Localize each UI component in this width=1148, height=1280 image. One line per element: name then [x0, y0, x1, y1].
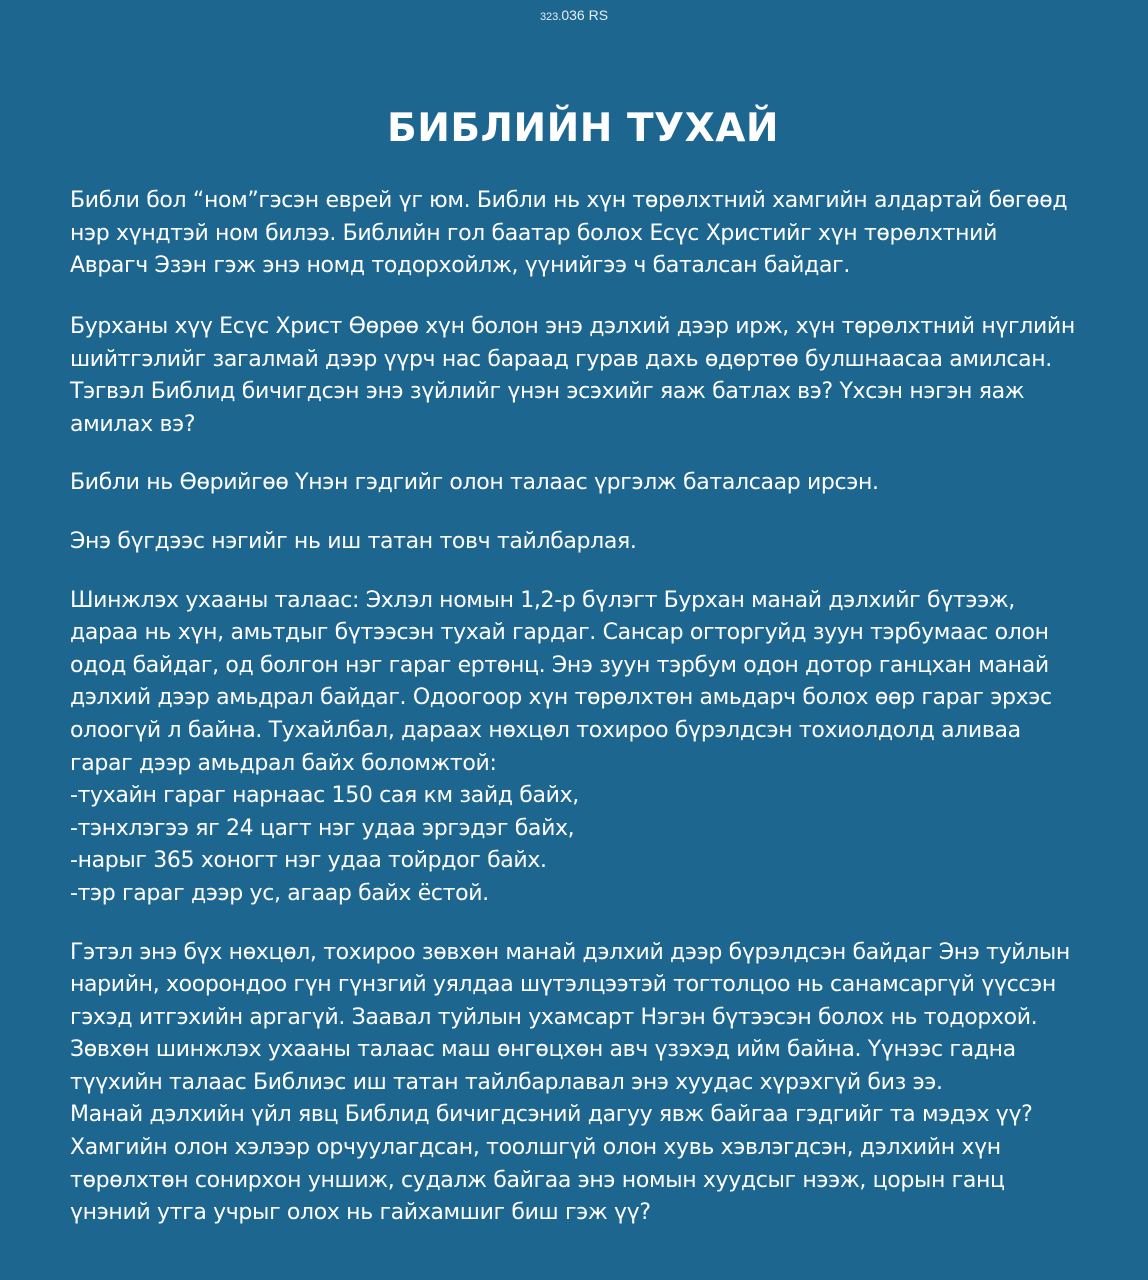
paragraph-intro — [70, 185, 1110, 283]
paragraph-truth — [70, 467, 1110, 500]
text-line: Энэ бүгдээс нэгийг нь иш татан товч тайлбарлая. — [70, 528, 637, 554]
page-header-label — [0, 7, 1148, 25]
text-line: Шинжлэх ухааны талаас: Эхлэл номын 1,2-р бүлэгт Бурхан манай дэлхийг бүтээж, — [70, 587, 1015, 613]
header-label-main: 036 RS — [561, 7, 609, 23]
text-line: Бурханы хүү Есүс Христ Өөрөө хүн болон энэ дэлхий дээр ирж, хүн төрөлхтний нүглийн — [70, 314, 1075, 339]
header-label-small: 323. — [539, 11, 562, 23]
text-line: Гэтэл энэ бүх нөхцөл, тохироо зөвхөн манай дэлхий дээр бүрэлдсэн байдаг Энэ туйлын — [70, 939, 1070, 965]
page-title: БИБЛИЙН ТУХАЙ — [386, 106, 780, 151]
list-item: -тэнхлэгээ яг 24 цагт нэг удаа эргэдэг байх, — [70, 815, 575, 841]
paragraph-conclusion — [70, 937, 1110, 1230]
text-line: нэр хүндтэй ном билээ. Библийн гол баатар болох Есүс Христийг хүн төрөлхтний — [70, 220, 998, 246]
text-line: олоогүй л байна. Тухайлбал, дараах нөхцөл тохироо бүрэлдсэн тохиолдолд аливаа — [70, 717, 1021, 743]
text-line: Библи нь Өөрийгөө Үнэн гэдгийг олон талаас үргэлж баталсаар ирсэн. — [70, 470, 879, 496]
text-line: гараг дээр амьдрал байх боломжтой: — [70, 750, 497, 776]
text-line: гэхэд итгэхийн аргагүй. Заавал туйлын ухамсарт Нэгэн бүтээсэн болох нь тодорхой. — [70, 1004, 1038, 1030]
text-line: төрөлхтөн сонирхон уншиж, судалж байгаа энэ номын хуудсыг нээж, цорын ганц — [70, 1167, 1005, 1193]
text-line: дараа нь хүн, амьтдыг бүтээсэн тухай гардаг. Сансар огторгуйд зуун тэрбумаас олон — [70, 620, 1049, 646]
list-item: -нарыг 365 хоногт нэг удаа тойрдог байх. — [70, 848, 547, 874]
paragraph-science — [70, 585, 1110, 911]
text-line: Зөвхөн шинжлэх ухааны талаас маш өнгөцхөн авч үзэхэд ийм байна. Үүнээс гадна — [70, 1037, 1016, 1063]
text-line: Хамгийн олон хэлээр орчуулагдсан, тоолшгүй олон хувь хэвлэгдсэн, дэлхийн хүн — [70, 1135, 1001, 1161]
text-line: дэлхий дээр амьдрал байдаг. Одоогоор хүн төрөлхтөн амьдарч болох өөр гараг эрхэс — [70, 685, 1052, 711]
text-line: шийтгэлийг загалмай дээр үүрч нас бараад гурав дахь өдөртөө булшнаасаа амилсан. — [70, 346, 1052, 372]
text-line: Манай дэлхийн үйл явц Библид бичигдсэний дагуу явж байгаа гэдгийг та мэдэх үү? — [70, 1102, 1033, 1128]
text-line: Аврагч Эзэн гэж энэ номд тодорхойлж, үүнийгээ ч баталсан байдаг. — [70, 253, 850, 279]
text-line: амилах вэ? — [70, 411, 196, 437]
text-line: Тэгвэл Библид бичигдсэн энэ зүйлийг үнэн эсэхийг яаж батлах вэ? Үхсэн нэгэн яаж — [70, 379, 1025, 405]
text-line: Библи бол “ном”гэсэн еврей үг юм. Библи нь хүн төрөлхтний хамгийн алдартай бөгөөд — [70, 188, 1068, 213]
paragraph-explain — [70, 526, 1110, 559]
article-body — [70, 185, 1110, 1230]
list-item: -тэр гараг дээр ус, агаар байх ёстой. — [70, 880, 489, 906]
text-line: нарийн, хоорондоо гүн гүнзгий уялдаа шүтэлцээтэй тогтолцоо нь санамсаргүй үүссэн — [70, 972, 1056, 998]
list-item: -тухайн гараг нарнаас 150 сая км зайд байх, — [70, 783, 579, 809]
text-line: үнэний утга учрыг олох нь гайхамшиг биш гэж үү? — [70, 1200, 651, 1226]
text-line: одод байдаг, од болгон нэг гараг ертөнц. Энэ зуун тэрбум одон дотор ганцхан манай — [70, 652, 1049, 678]
paragraph-jesus — [70, 311, 1110, 441]
text-line: түүхийн талаас Библиэс иш татан тайлбарлавал энэ хуудас хүрэхгүй биз ээ. — [70, 1069, 943, 1095]
